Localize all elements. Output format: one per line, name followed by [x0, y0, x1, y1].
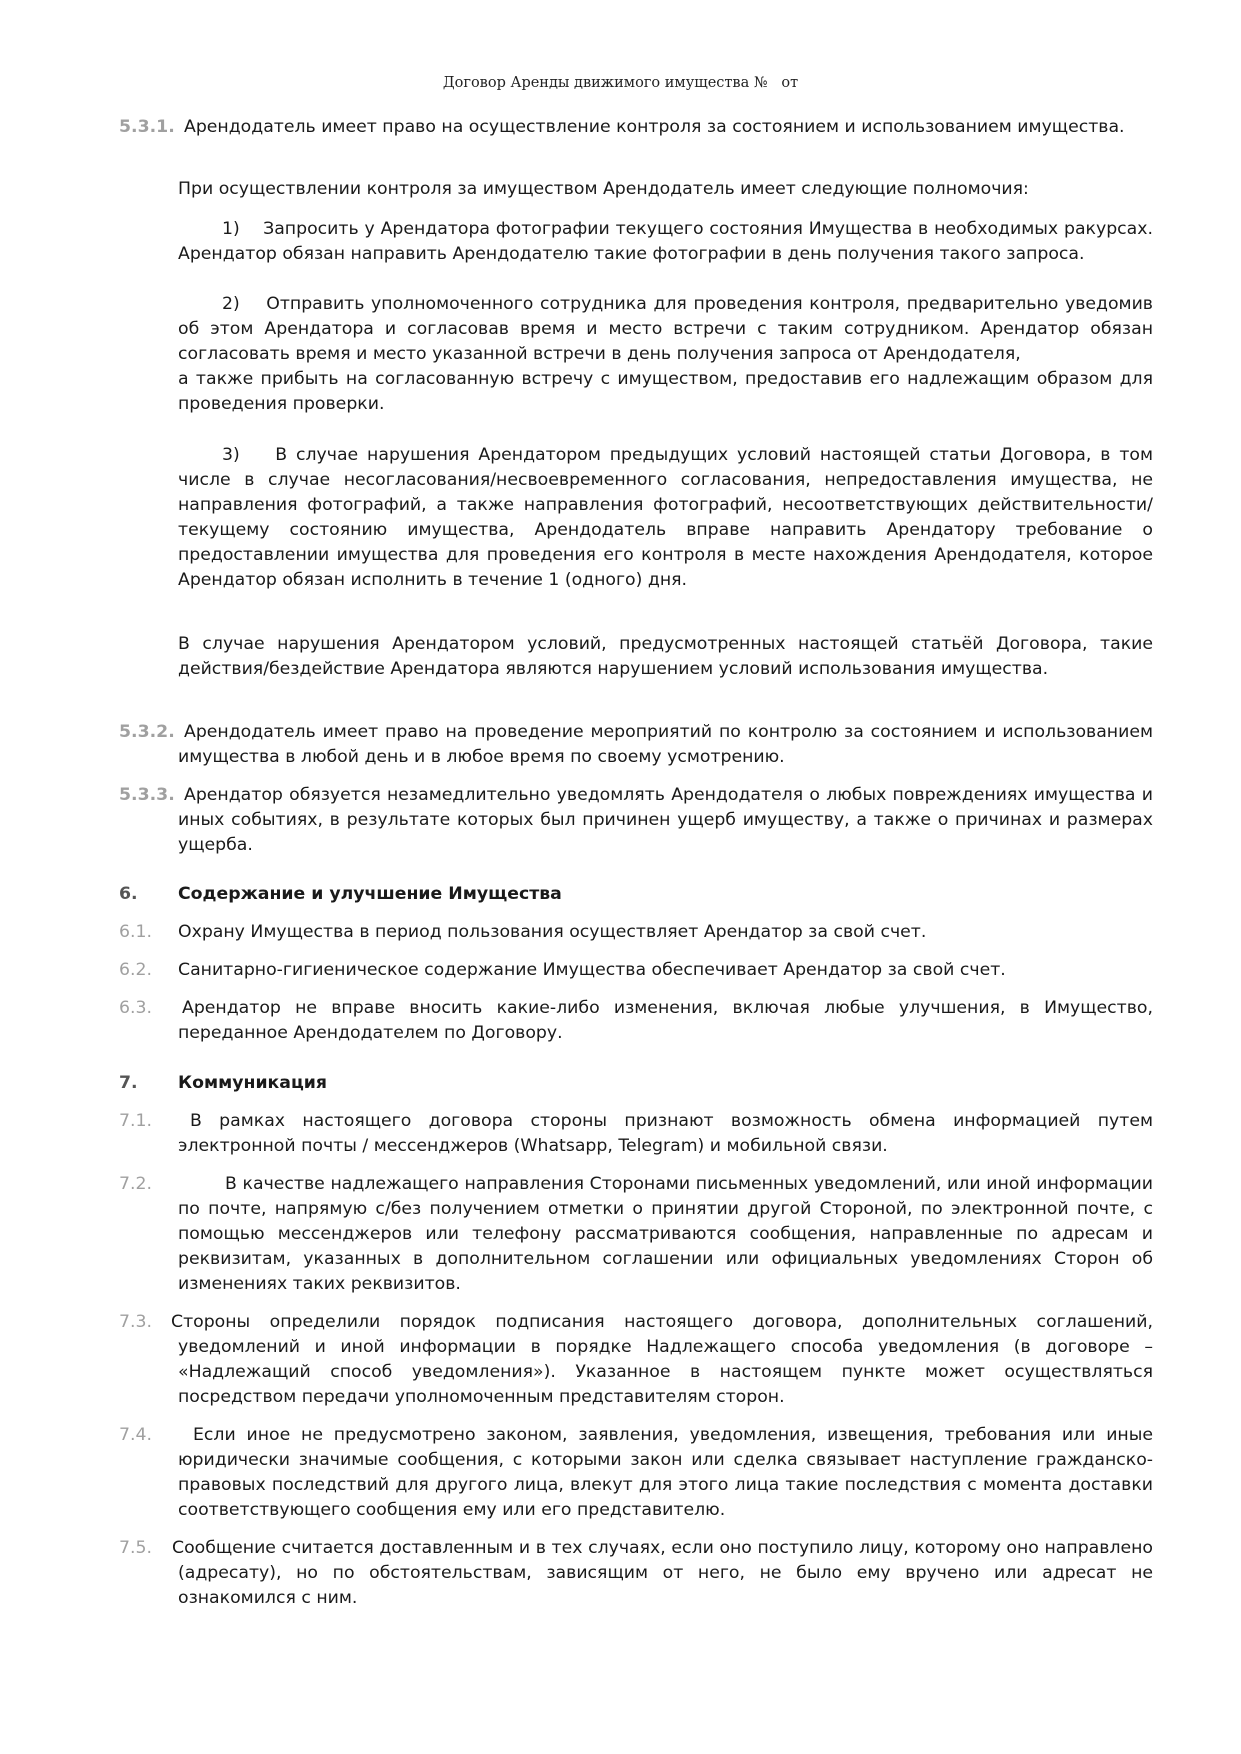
clause-number-6-1: 6.1. — [119, 922, 152, 942]
section-7-title: Коммуникация — [178, 1073, 327, 1093]
section-number-7: 7. — [119, 1073, 138, 1093]
clause-7-5-body: Сообщение считается доставленным и в тех случаях, если оно поступило лицу, которому оно направлено (адресату), но по обстоятельствам, зависящим от него, не было ему вручено или адресат не ознакомился с ним. — [172, 1538, 1153, 1608]
section-6-title: Содержание и улучшение Имущества — [178, 884, 562, 904]
clause-5-3-1-item-1 — [178, 217, 1153, 267]
clause-5-3-1-closing — [178, 632, 1153, 682]
clause-number-7-2: 7.2. — [119, 1174, 152, 1194]
clause-5-3-1-item-1-text: 1) Запросить у Арендатора фотографии текущего состояния Имущества в необходимых ракурсах. Арендатор обязан направить Арендодателю такие фотографии в день получения такого запроса. — [178, 219, 1153, 264]
clause-6-3-body: Арендатор не вправе вносить какие-либо изменения, включая любые улучшения, в Имущество, переданное Арендодателем по Договору. — [178, 998, 1153, 1043]
clause-5-3-3-body: Арендатор обязуется незамедлительно уведомлять Арендодателя о любых повреждениях имущества и иных событиях, в результате которых был причинен ущерб имуществу, а также о причинах и размерах ущерба. — [178, 785, 1153, 855]
clause-number-7-1: 7.1. — [119, 1111, 152, 1131]
clause-7-2-body: В качестве надлежащего направления Сторонами письменных уведомлений, или иной информации по почте, напрямую с/без получением отметки о принятии другой Стороной, по электронной почте, с помощью мессенджеров или телефону рассматриваются сообщения, направленные по адресам и реквизитам, указанных в дополнительном соглашении или официальных уведомлениях Сторон об изменениях таких реквизитов. — [178, 1174, 1153, 1294]
clause-7-3-body: Стороны определили порядок подписания настоящего договора, дополнительных соглашений, уведомлений и иной информации в порядке Надлежащего способа уведомления (в договоре – «Надлежащий способ уведомления»). Указанное в настоящем пункте может осуществляться посредством передачи уполномоченным представителям сторон. — [171, 1312, 1153, 1407]
clause-6-1-text — [178, 920, 1153, 945]
clause-7-1-text — [178, 1109, 1153, 1159]
clause-5-3-1-intro-text: При осуществлении контроля за имуществом Арендодатель имеет следующие полномочия: — [178, 179, 1029, 199]
clause-7-3-text — [171, 1310, 1153, 1410]
clause-7-1-body: В рамках настоящего договора стороны признают возможность обмена информацией путем электронной почты / мессенджеров (Whatsapp, Telegram) и мобильной связи. — [178, 1111, 1153, 1156]
clause-number-7-4: 7.4. — [119, 1425, 152, 1445]
clause-6-3-text — [178, 996, 1153, 1046]
clause-number-5-3-2: 5.3.2. — [119, 722, 175, 742]
clause-7-4-text — [178, 1423, 1153, 1523]
clause-5-3-1-body: Арендодатель имеет право на осуществление контроля за состоянием и использованием имущества. — [184, 117, 1125, 137]
clause-number-6-2: 6.2. — [119, 960, 152, 980]
clause-5-3-1-item-2 — [178, 292, 1153, 417]
document-header: Договор Аренды движимого имущества № от — [442, 75, 799, 91]
clause-number-5-3-3: 5.3.3. — [119, 785, 175, 805]
clause-number-5-3-1: 5.3.1. — [119, 117, 175, 137]
clause-5-3-2-body: Арендодатель имеет право на проведение мероприятий по контролю за состоянием и использованием имущества в любой день и в любое время по своему усмотрению. — [178, 722, 1153, 767]
clause-5-3-3-text — [178, 783, 1153, 858]
clause-5-3-1-item-3 — [178, 443, 1153, 593]
clause-5-3-1-closing-text: В случае нарушения Арендатором условий, предусмотренных настоящей статьёй Договора, такие действия/бездействие Арендатора являются нарушением условий использования имущества. — [178, 634, 1153, 679]
clause-5-3-1-text — [178, 115, 1153, 140]
clause-number-7-5: 7.5. — [119, 1538, 152, 1558]
clause-5-3-1-item-3-text: 3) В случае нарушения Арендатором предыдущих условий настоящей статьи Договора, в том числе в случае несогласования/несвоевременного согласования, непредоставления имущества, не направления фотографий, а также направления фотографий, несоответствующих действительности/текущему состоянию имущества, Арендодатель вправе направить Арендатору требование о предоставлении имущества для проведения его контроля в месте нахождения Арендодателя, которое Арендатор обязан исполнить в течение 1 (одного) дня. — [178, 445, 1153, 590]
clause-6-2-text — [178, 958, 1153, 983]
clause-5-3-2-text — [178, 720, 1153, 770]
clause-7-2-text — [178, 1172, 1153, 1297]
clause-6-1-body: Охрану Имущества в период пользования осуществляет Арендатор за свой счет. — [178, 922, 927, 942]
clause-5-3-1-item-2-continuation: а также прибыть на согласованную встречу с имуществом, предоставив его надлежащим образом для проведения проверки. — [178, 369, 1153, 414]
clause-5-3-1-intro — [178, 177, 1153, 202]
section-number-6: 6. — [119, 884, 138, 904]
clause-7-4-body: Если иное не предусмотрено законом, заявления, уведомления, извещения, требования или иные юридически значимые сообщения, с которыми закон или сделка связывает наступление гражданско-правовых последствий для другого лица, влекут для этого лица такие последствия с момента доставки соответствующего сообщения ему или его представителю. — [178, 1425, 1153, 1520]
clause-number-6-3: 6.3. — [119, 998, 152, 1018]
clause-number-7-3: 7.3. — [119, 1312, 152, 1332]
clause-7-5-text — [172, 1536, 1153, 1611]
clause-6-2-body: Санитарно-гигиеническое содержание Имущества обеспечивает Арендатор за свой счет. — [178, 960, 1006, 980]
clause-5-3-1-item-2-text: 2) Отправить уполномоченного сотрудника для проведения контроля, предварительно уведомив об этом Арендатора и согласовав время и место встречи с таким сотрудником. Арендатор обязан согласовать время и место указанной встречи в день получения запроса от Арендодателя, — [178, 294, 1153, 364]
